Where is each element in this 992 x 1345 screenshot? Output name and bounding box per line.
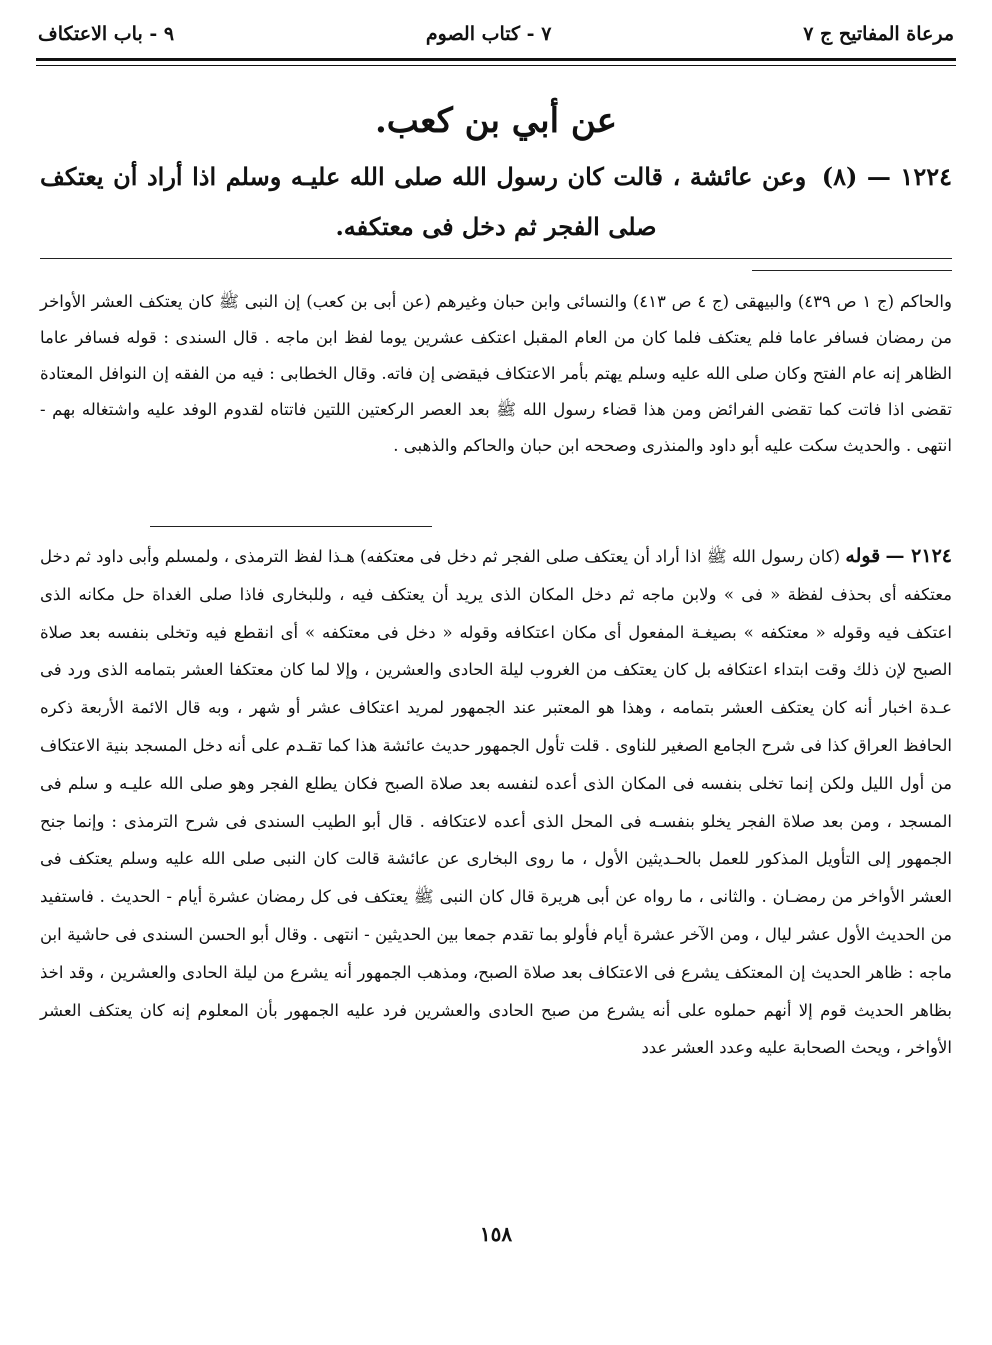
hadith-number: ١٢٢٤ — (٨) xyxy=(821,162,952,191)
section-divider xyxy=(40,258,952,259)
commentary-paragraph xyxy=(40,538,952,1067)
commentary-number: ٢١٢٤ — xyxy=(885,545,952,567)
header-rule-thick xyxy=(36,58,956,61)
running-header xyxy=(38,14,954,54)
commentary-divider xyxy=(150,526,432,527)
commentary-text: (كان رسول الله ﷺ اذا أراد أن يعتكف صلى الفجر ثم دخل فى معتكفه) هـذا لفظ الترمذى ، ولمسلم وأبى داود ثم دخل معتكفه أى بحذف لفظة « فى » ولابن ماجه ثم دخل المكان الذى يريد أن يعتكف فيه ، وللبخارى فاذا صلى الغداة حل مكانه الذى اعتكف فيه وقوله « معتكفه » بصيغـة المفعول أى مكان اعتكافه وقوله « دخل فى معتكفه » أى انقطع فيه وتخلى بنفسه بعد صلاة الصبح لإن ذلك وقت ابتداء اعتكافه بل كان يعتكف من الغروب ليلة الحادى والعشرين ، وإلا لما كان معتكفا العشر بتمامه الذى ورد فى عـدة اخبار أنه كان يعتكف العشر بتمامه ، وهذا هو المعتبر عند الجمهور لمريد اعتكاف عشر أو شهر ، وبه قال الائمة الأربعة ذكره الحافظ العراق كذا فى شرح الجامع الصغير للناوى . قلت تأول الجمهور حديث عائشة هذا كما تقـدم على أنه دخل المسجد بنية الاعتكاف من أول الليل ولكن إنما تخلى بنفسه فى المكان الذى أعده لنفسه بعد صلاة الصبح فكان يطلع الفجر وهو صلى الله عليـه و سلم فى المسجد ، ومن بعد صلاة الفجر يخلو بنفسـه فى المحل الذى أعده لاعتكافه . قال أبو الطيب السندى فى شرح الترمذى : وإنما جنح الجمهور إلى التأويل المذكور للعمل بالحـديثين الأول ، ما روى البخارى عن عائشة قالت كان النبى صلى الله عليه وسلم يعتكف فى العشر الأواخر من رمضـان . والثانى ، ما رواه عن أبى هريرة قال كان النبى ﷺ يعتكف فى كل رمضان عشرة أيام - الحديث . فاستفيد من الحديث الأول عشر ليال ، ومن الآخر عشرة أيام فأولو بما تقدم جمعا بين الحديثين - انتهى . وقال أبو الحسن السندى فى حاشية ابن ماجه : ظاهر الحديث إن المعتكف يشرع فى الاعتكاف بعد صلاة الصبح، ومذهب الجمهور أنه يشرع من ليلة الحادى والعشرين ، وقد اخذ بظاهر الحديث قوم إلا أنهم حملوه على أنه يشرع من صبح الحادى والعشرين فرد عليه الجمهور بأن المعلوم إنه كان يعتكف العشر الأواخر ، ويحث الصحابة عليه وعدد العشر عدد xyxy=(40,547,952,1058)
header-chapter-title: ٧ - كتاب الصوم xyxy=(425,23,552,45)
footnote-divider xyxy=(752,270,952,271)
header-section-title: ٩ - باب الاعتكاف xyxy=(38,23,175,45)
page-number: ١٥٨ xyxy=(479,1222,513,1246)
hadith-text: وعن عائشة ، قالت كان رسول الله صلى الله عليـه وسلم اذا أراد أن يعتكف صلى الفجر ثم دخل فى معتكفه. xyxy=(40,162,807,241)
footnote-text: والحاكم (ج ١ ص ٤٣٩) والبيهقى (ج ٤ ص ٤١٣) والنسائى وابن حبان وغيرهم (عن أبى بن كعب) إن النبى ﷺ كان يعتكف العشر الأواخر من رمضان فسافر عاما فلم يعتكف فلما كان من العام المقبل اعتكف عشرين يوما لفظ ابن ماجه . قال السندى : قوله فسافر عاما الظاهر إنه عام الفتح وكان صلى الله عليه وسلم يهتم بأمر الاعتكاف فيقضى إن فاته. وقال الخطابى : فيه من الفقه إن النوافل المعتادة تقضى اذا فاتت كما تقضى الفرائض ومن هذا قضاء رسول الله ﷺ بعد العصر الركعتين اللتين فاتتاه لقدوم الوفد عليه واشتغاله بهم - انتهى . والحديث سكت عليه أبو داود والمنذرى وصححه ابن حبان والحاكم والذهبى . xyxy=(40,292,952,455)
footnote-block xyxy=(40,284,952,464)
commentary-block xyxy=(40,538,952,1067)
commentary-lead: قوله xyxy=(845,545,881,567)
header-rule-thin xyxy=(36,65,956,66)
header-book-title: مرعاة المفاتيح ج ٧ xyxy=(803,23,954,45)
continuation-line: عن أبي بن كعب. xyxy=(374,101,618,141)
hadith-text-block xyxy=(40,152,952,252)
